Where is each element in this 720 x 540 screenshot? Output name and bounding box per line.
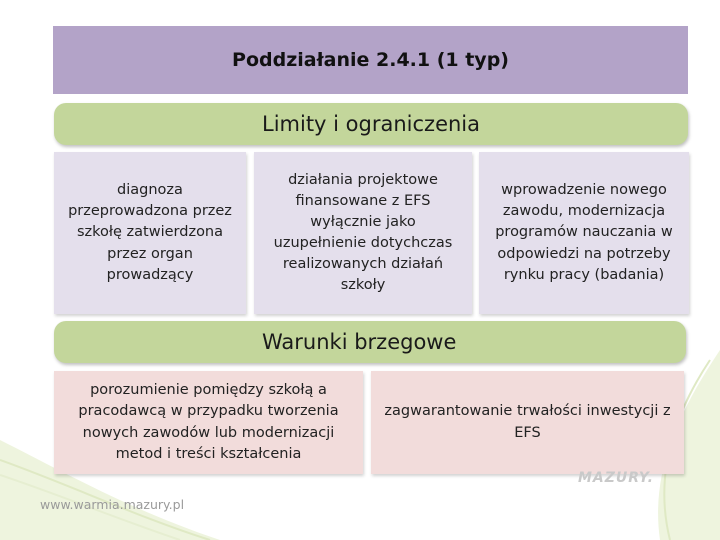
- limit-card-efs-activities: działania projektowe finansowane z EFS wyłącznie jako uzupełnienie dotychczas realizowanych działań szkoły: [254, 152, 472, 314]
- region-logo: MAZURY.: [578, 470, 654, 486]
- limits-heading: Limity i ograniczenia: [54, 103, 688, 145]
- limit-card-diagnosis: diagnoza przeprowadzona przez szkołę zatwierdzona przez organ prowadzący: [54, 152, 246, 314]
- condition-card-durability: zagwarantowanie trwałości inwestycji z EFS: [371, 371, 684, 474]
- slide-title: Poddziałanie 2.4.1 (1 typ): [53, 26, 688, 94]
- limit-card-new-profession: wprowadzenie nowego zawodu, modernizacja programów nauczania w odpowiedzi na potrzeby rynku pracy (badania): [479, 152, 689, 314]
- condition-card-agreement: porozumienie pomiędzy szkołą a pracodawcą w przypadku tworzenia nowych zawodów lub modernizacji metod i treści kształcenia: [54, 371, 363, 474]
- website-url: www.warmia.mazury.pl: [40, 497, 185, 512]
- conditions-heading: Warunki brzegowe: [54, 321, 686, 363]
